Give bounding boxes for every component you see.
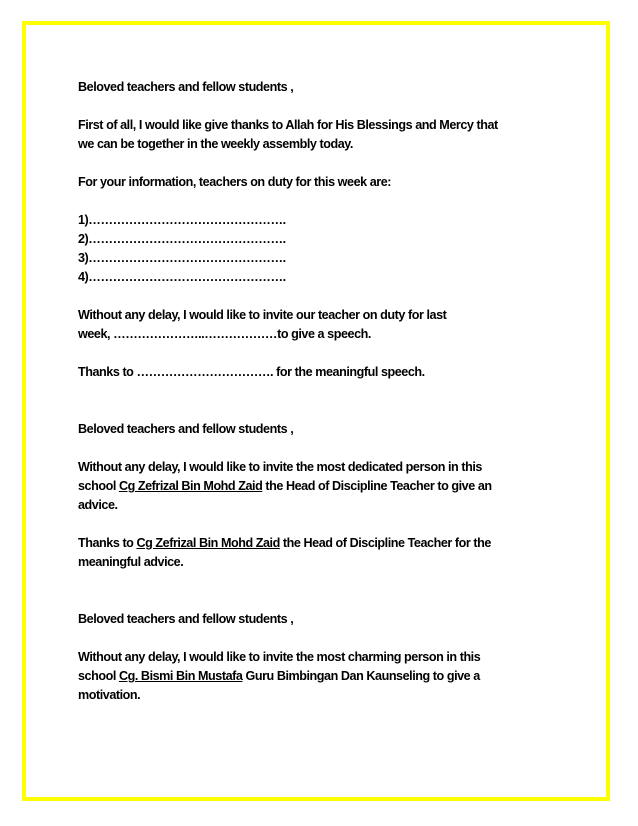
duty-teacher-4: 4)…………………………………………. bbox=[78, 270, 286, 284]
invite-duty-line-1: Without any delay, I would like to invite our teacher on duty for last bbox=[78, 308, 447, 322]
invite-counselor-line-2: school Cg. Bismi Bin Mustafa Guru Bimbingan Dan Kaunseling to give a bbox=[78, 669, 480, 683]
duty-info: For your information, teachers on duty for this week are: bbox=[78, 175, 392, 189]
counselor-name: Cg. Bismi Bin Mustafa bbox=[118, 669, 243, 683]
discipline-teacher-name: Cg Zefrizal Bin Mohd Zaid bbox=[118, 479, 263, 493]
assembly-script bbox=[78, 78, 578, 705]
invite-discipline-line-2: school Cg Zefrizal Bin Mohd Zaid the Head of Discipline Teacher to give an bbox=[78, 479, 492, 493]
greeting-3: Beloved teachers and fellow students , bbox=[78, 612, 294, 626]
invite-counselor-line-1: Without any delay, I would like to invite the most charming person in this bbox=[78, 650, 481, 664]
duty-teacher-3: 3)…………………………………………. bbox=[78, 251, 286, 265]
duty-teacher-1: 1)…………………………………………. bbox=[78, 213, 286, 227]
thanks-discipline-line-2: meaningful advice. bbox=[78, 555, 184, 569]
opening-thanks-line-2: we can be together in the weekly assembly today. bbox=[78, 137, 353, 151]
discipline-teacher-name-thanks: Cg Zefrizal Bin Mohd Zaid bbox=[136, 536, 280, 550]
thanks-discipline-line-1: Thanks to Cg Zefrizal Bin Mohd Zaid the Head of Discipline Teacher for the bbox=[78, 536, 491, 550]
greeting-1: Beloved teachers and fellow students , bbox=[78, 80, 294, 94]
invite-discipline-line-3: advice. bbox=[78, 498, 118, 512]
greeting-2: Beloved teachers and fellow students , bbox=[78, 422, 294, 436]
invite-discipline-line-1: Without any delay, I would like to invite the most dedicated person in this bbox=[78, 460, 482, 474]
duty-teacher-2: 2)…………………………………………. bbox=[78, 232, 286, 246]
invite-duty-line-2: week, …………………..………………to give a speech. bbox=[78, 327, 371, 341]
invite-counselor-line-3: motivation. bbox=[78, 688, 141, 702]
opening-thanks-line-1: First of all, I would like give thanks to Allah for His Blessings and Mercy that bbox=[78, 118, 498, 132]
thanks-speech: Thanks to ……………………………. for the meaningful speech. bbox=[78, 365, 425, 379]
